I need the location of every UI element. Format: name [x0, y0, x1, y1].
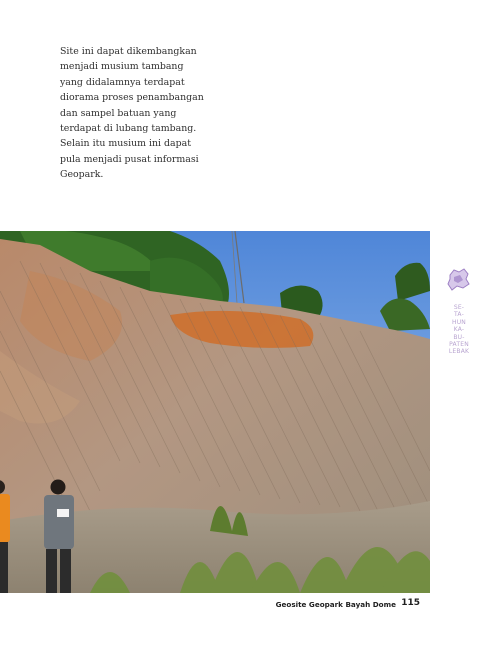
paragraph-line: Site ini dapat dikembangkan [60, 46, 197, 57]
paragraph-line: diorama proses penambangan [60, 92, 204, 104]
sidebar-vertical-label [442, 304, 476, 356]
rock-outcrop-photo [0, 231, 430, 593]
paragraph-line: Selain itu musium ini dapat [60, 138, 191, 150]
sidebar-text-segment: SE- [453, 304, 465, 311]
paragraph-line: terdapat di lubang tambang. [60, 123, 197, 135]
body-paragraph [60, 44, 250, 183]
page-number: 115 [401, 598, 420, 608]
sidebar-text-segment: KA- [453, 326, 465, 334]
paragraph-line: menjadi musium tambang [60, 61, 184, 73]
paragraph-line: pula menjadi pusat informasi [60, 153, 199, 165]
sidebar-text-segment: LEBAK [448, 348, 470, 356]
sidebar-text-segment: BU- [453, 333, 465, 341]
lebak-regency-map-logo-icon [444, 266, 472, 294]
sidebar-text-segment: PATEN [449, 341, 469, 349]
paragraph-line: dan sampel batuan yang [60, 107, 177, 119]
footer-title: Geosite Geopark Bayah Dome [275, 600, 396, 609]
paragraph-line: yang didalamnya terdapat [60, 76, 185, 88]
sidebar-text-segment: TA- [454, 311, 464, 319]
paragraph-line: Geopark. [60, 169, 104, 181]
sidebar-text-segment: HUN [452, 318, 466, 326]
